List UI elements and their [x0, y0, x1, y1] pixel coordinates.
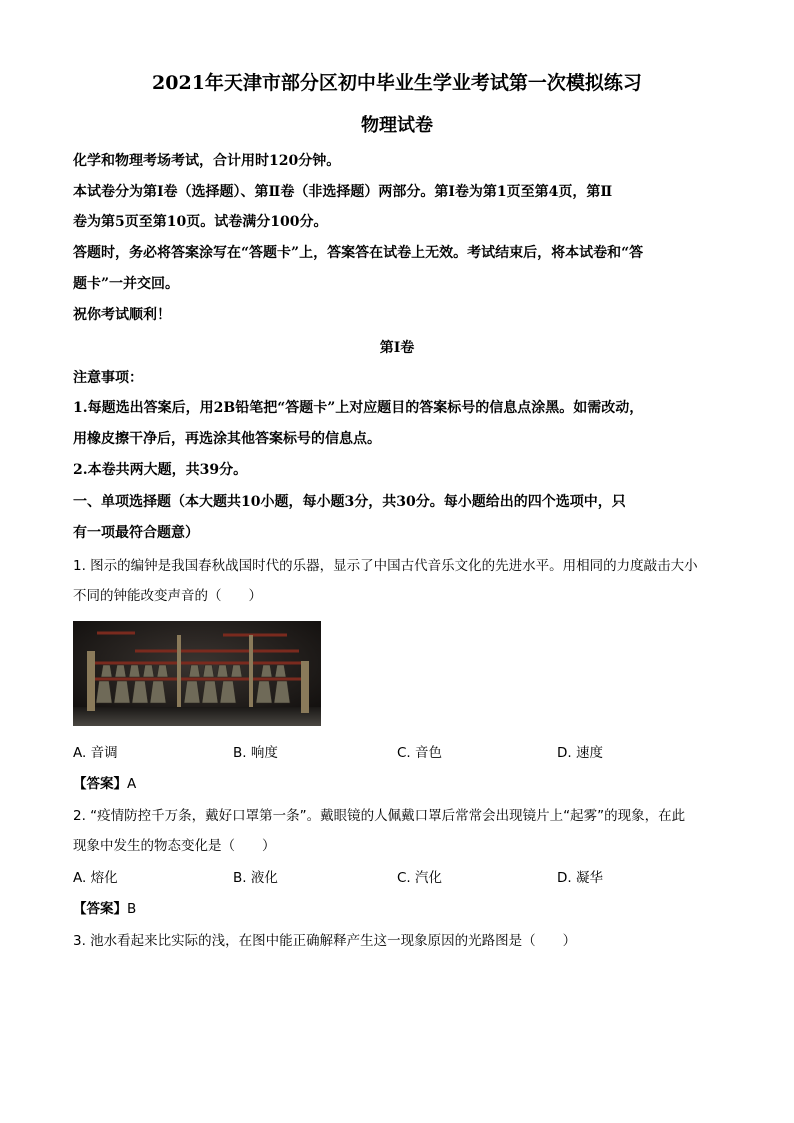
q2-option-b: B. 液化 [233, 870, 278, 886]
part-heading-a: 一、单项选择题（本大题共10小题，每小题3分，共30分。每小题给出的四个选项中，只 [73, 494, 626, 510]
notice-2: 2.本卷共两大题，共39分。 [73, 462, 248, 478]
q1-option-a: A. 音调 [73, 745, 118, 761]
answer-label: 【答案】 [73, 776, 127, 792]
intro-line-4: 答题时，务必将答案涂写在“答题卡”上，答案答在试卷上无效。考试结束后，将本试卷和“答 [73, 245, 644, 261]
q2-option-d: D. 凝华 [557, 870, 603, 886]
intro-line-5: 题卡”一并交回。 [73, 276, 180, 292]
bianzhong-photo [73, 621, 321, 726]
answer-label: 【答案】 [73, 901, 127, 917]
q2-option-a: A. 熔化 [73, 870, 118, 886]
q1-answer [73, 774, 733, 794]
intro-line-2: 本试卷分为第Ⅰ卷（选择题）、第Ⅱ卷（非选择题）两部分。第Ⅰ卷为第1页至第4页，第Ⅱ [73, 184, 613, 200]
q1-option-d: D. 速度 [557, 745, 603, 761]
q1-option-b: B. 响度 [233, 745, 278, 761]
intro-line-3: 卷为第5页至第10页。试卷满分100分。 [73, 214, 328, 230]
intro-line-1: 化学和物理考场考试，合计用时120分钟。 [73, 153, 341, 169]
q2-stem-b: 现象中发生的物态变化是（ ） [73, 838, 276, 854]
q2-stem-a: 2. “疫情防控千万条，戴好口罩第一条”。戴眼镜的人佩戴口罩后常常会出现镜片上“起雾”的现象，在此 [73, 808, 686, 824]
answer-value: A [127, 776, 137, 792]
q1-stem-a: 1. 图示的编钟是我国春秋战国时代的乐器，显示了中国古代音乐文化的先进水平。用相同的力度敲击大小 [73, 558, 698, 574]
q3-stem: 3. 池水看起来比实际的浅，在图中能正确解释产生这一现象原因的光路图是（ ） [73, 933, 577, 949]
q2-answer [73, 899, 733, 919]
notice-1b: 用橡皮擦干净后，再选涂其他答案标号的信息点。 [73, 431, 381, 447]
intro-line-6: 祝你考试顺利！ [73, 307, 171, 323]
notice-label: 注意事项： [73, 370, 143, 386]
part-heading-b: 有一项最符合题意） [73, 525, 199, 541]
notice-1a: 1.每题选出答案后，用2B铅笔把“答题卡”上对应题目的答案标号的信息点涂黑。如需改动， [73, 400, 644, 416]
q2-option-c: C. 汽化 [397, 870, 443, 886]
exam-subtitle: 物理试卷 [361, 115, 433, 136]
q1-option-c: C. 音色 [397, 745, 443, 761]
section-heading: 第Ⅰ卷 [379, 340, 415, 356]
answer-value: B [127, 901, 137, 917]
exam-title: 2021年天津市部分区初中毕业生学业考试第一次模拟练习 [152, 72, 642, 94]
q1-stem-b: 不同的钟能改变声音的（ ） [73, 588, 262, 604]
